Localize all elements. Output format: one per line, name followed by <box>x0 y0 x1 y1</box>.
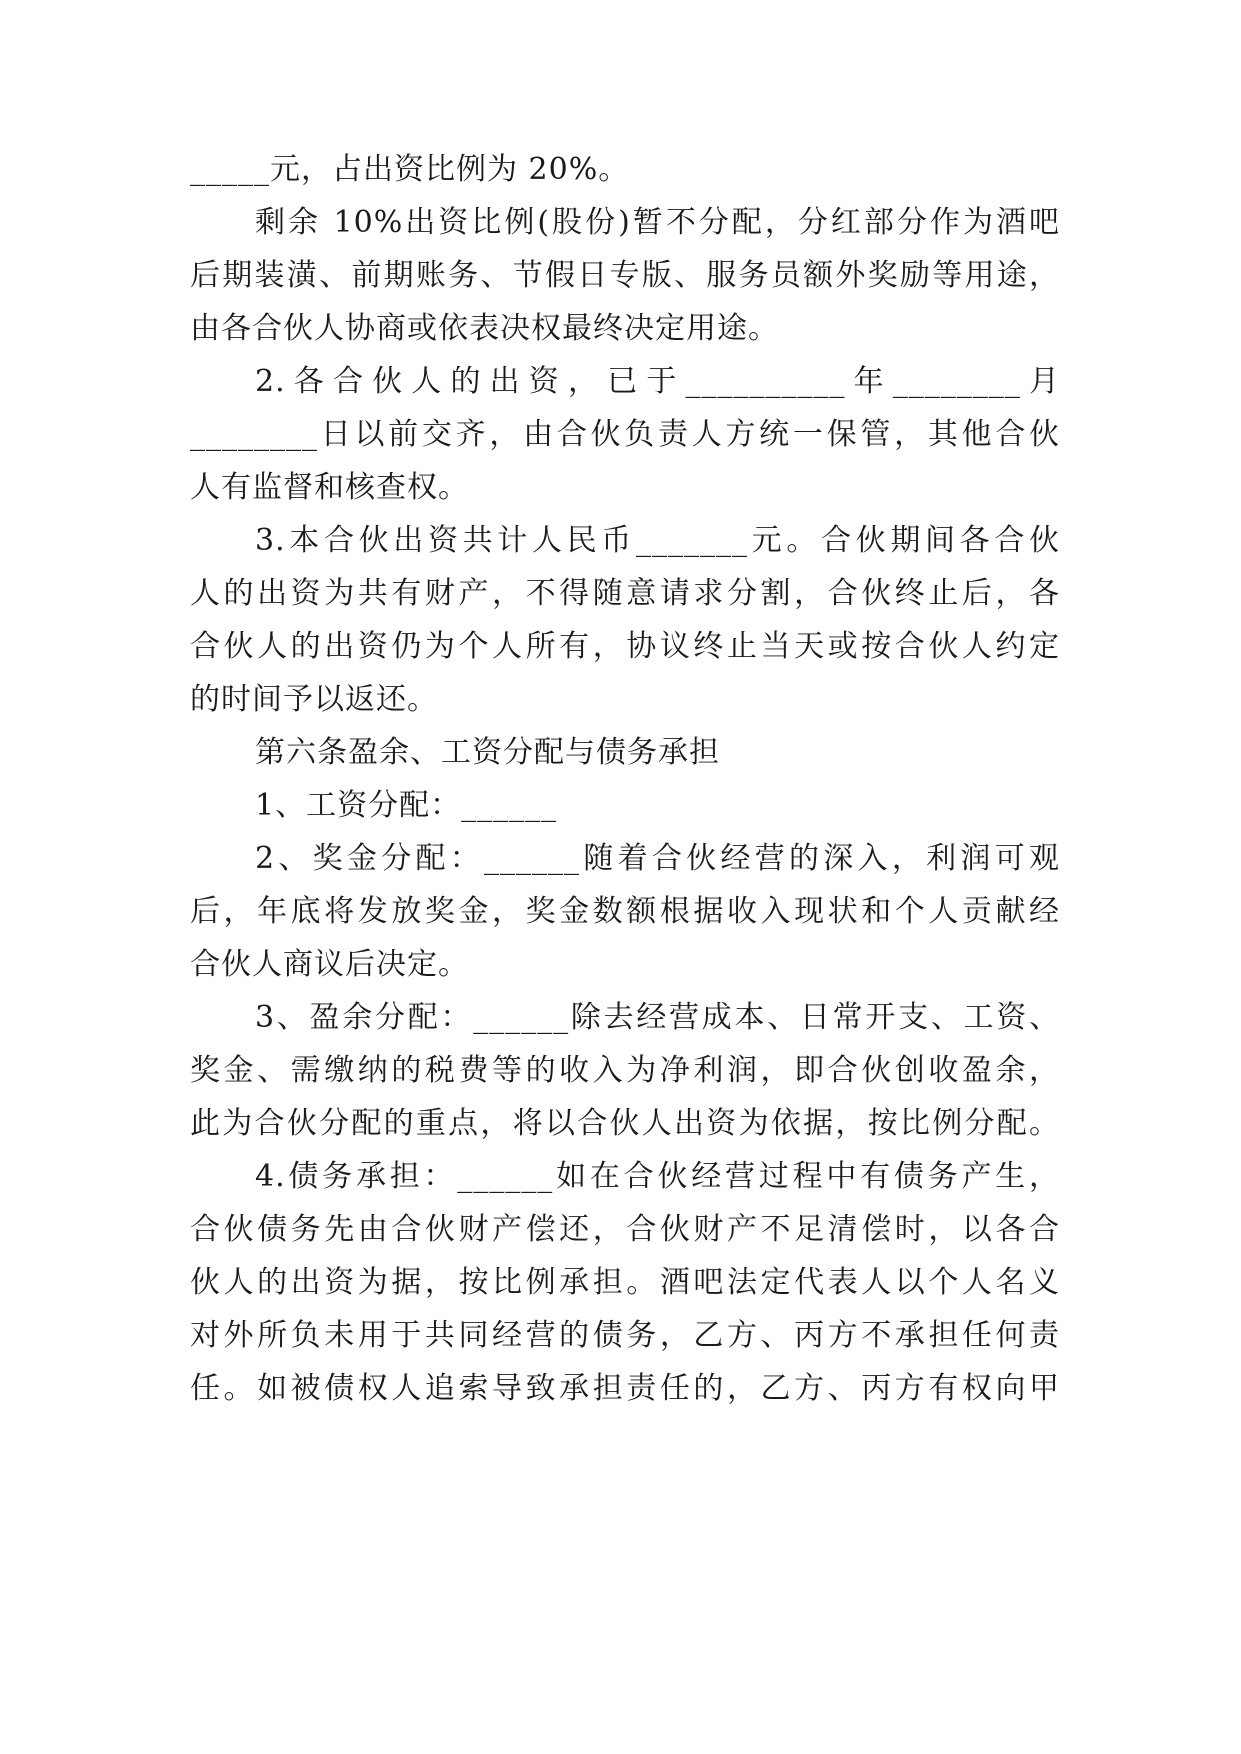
text-line: 伙人的出资为据，按比例承担。酒吧法定代表人以个人名义 <box>190 1265 1060 1300</box>
text-line: 2.各合伙人的出资，已于__________年________月 <box>255 364 1060 399</box>
section-heading: 第六条盈余、工资分配与债务承担 <box>255 735 720 770</box>
text-line: 奖金、需缴纳的税费等的收入为净利润，即合伙创收盈余， <box>190 1053 1060 1088</box>
text-line: 由各合伙人协商或依表决权最终决定用途。 <box>190 311 779 346</box>
text-line: 4.债务承担：______如在合伙经营过程中有债务产生， <box>255 1159 1060 1194</box>
text-line: ________日以前交齐，由合伙负责人方统一保管，其他合伙 <box>190 417 1060 452</box>
text-line: 人的出资为共有财产，不得随意请求分割，合伙终止后，各 <box>190 576 1060 611</box>
text-line: 2、奖金分配：______随着合伙经营的深入，利润可观 <box>255 841 1060 876</box>
text-line: 合伙债务先由合伙财产偿还，合伙财产不足清偿时，以各合 <box>190 1212 1060 1247</box>
text-line: 后，年底将发放奖金，奖金数额根据收入现状和个人贡献经 <box>190 894 1060 929</box>
text-line: 3、盈余分配：______除去经营成本、日常开支、工资、 <box>255 1000 1060 1035</box>
text-line: 人有监督和核查权。 <box>190 470 469 505</box>
text-line: 此为合伙分配的重点，将以合伙人出资为依据，按比例分配。 <box>190 1106 1060 1141</box>
text-line: 合伙人的出资仍为个人所有，协议终止当天或按合伙人约定 <box>190 629 1060 664</box>
text-line: 任。如被债权人追索导致承担责任的，乙方、丙方有权向甲 <box>190 1371 1060 1406</box>
text-line: 3.本合伙出资共计人民币_______元。合伙期间各合伙 <box>255 523 1060 558</box>
text-line: 1、工资分配：______ <box>255 788 558 823</box>
text-line: 合伙人商议后决定。 <box>190 947 469 982</box>
text-line: 的时间予以返还。 <box>190 682 438 717</box>
text-line: _____元，占出资比例为 20%。 <box>190 152 630 187</box>
text-line: 对外所负未用于共同经营的债务，乙方、丙方不承担任何责 <box>190 1318 1060 1353</box>
text-line: 后期装潢、前期账务、节假日专版、服务员额外奖励等用途， <box>190 258 1060 293</box>
text-line: 剩余 10%出资比例(股份)暂不分配，分红部分作为酒吧 <box>255 205 1060 240</box>
